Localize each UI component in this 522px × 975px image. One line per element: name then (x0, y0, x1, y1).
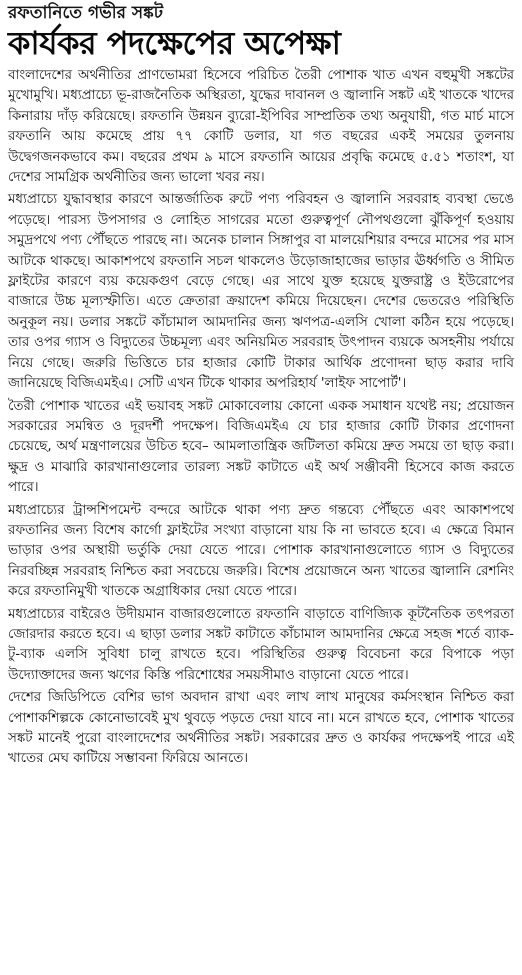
editorial-body (8, 66, 514, 770)
paragraph-3: তৈরী পোশাক খাতের এই ভয়াবহ সঙ্কট মোকাবেলায় কোনো একক সমাধান যথেষ্ট নয়; প্রয়োজন সরকারের সমন্বিত ও দূরদর্শী পদক্ষেপ। বিজিএমইএ যে চার হাজার কোটি টাকার প্রণোদনা চেয়েছে, অর্থ মন্ত্রণালয়ের উচিত হবে– আমলাতান্ত্রিক জটিলতা কমিয়ে দ্রুত সময়ে তা ছাড় করা। ক্ষুদ্র ও মাঝারি কারখানাগুলোর তারল্য সঙ্কট কাটাতে এই অর্থ সঞ্জীবনী হিসেবে কাজ করতে পারে। (8, 398, 514, 496)
paragraph-6: দেশের জিডিপিতে বেশির ভাগ অবদান রাখা এবং লাখ লাখ মানুষের কর্মসংস্থান নিশ্চিত করা পোশাকশিল্পকে কোনোভাবেই মুখ থুবড়ে পড়তে দেয়া যাবে না। মনে রাখতে হবে, পোশাক খাতের সঙ্কট মানেই পুরো বাংলাদেশের অর্থনীতির সঙ্কট। সরকারের দ্রুত ও কার্যকর পদক্ষেপই পারে এই খাতের মেঘ কাটিয়ে সম্ভাবনা ফিরিয়ে আনতে। (8, 690, 514, 767)
paragraph-2: মধ্যপ্রাচ্যে যুদ্ধাবস্থার কারণে আন্তর্জাতিক রুটে পণ্য পরিবহন ও জ্বালানি সরবরাহ ব্যবস্থা ভেঙে পড়েছে। পারস্য উপসাগর ও লোহিত সাগরের মতো গুরুত্বপূর্ণ নৌপথগুলো ঝুঁকিপূর্ণ হওয়ায় সমুদ্রপথে পণ্য পৌঁছতে পারছে না। অনেক চালান সিঙ্গাপুর বা মালয়েশিয়ার বন্দরে মাসের পর মাস আটকে থাকছে। আকাশপথে রফতানি সচল থাকলেও উড়োজাহাজের ভাড়ার ঊর্ধ্বগতি ও সীমিত ফ্লাইটের কারণে ব্যয় কয়েকগুণ বেড়ে গেছে। এর সাথে যুক্ত হয়েছে যুক্তরাষ্ট্র ও ইউরোপের বাজারে উচ্চ মূল্যস্ফীতি। এতে ক্রেতারা ক্রয়াদেশ কমিয়ে দিয়েছেন। দেশের ভেতরেও পরিস্থিতি অনুকূল নয়। ডলার সঙ্কটে কাঁচামাল আমদানির জন্য ঋণপত্র-এলসি খোলা কঠিন হয়ে পড়েছে। তার ওপর গ্যাস ও বিদ্যুতের উচ্চমূল্য এবং অনিয়মিত সরবরাহ উৎপাদন ব্যয়কে অসহনীয় পর্যায়ে নিয়ে গেছে। জরুরি ভিত্তিতে চার হাজার কোটি টাকার আর্থিক প্রণোদনা ছাড় করার দাবি জানিয়েছে বিজিএমইএ। সেটি এখন টিকে থাকার অপরিহার্য 'লাইফ সাপোর্ট'। (8, 192, 514, 392)
paragraph-4: মধ্যপ্রাচ্যের ট্রান্সশিপমেন্ট বন্দরে আটকে থাকা পণ্য দ্রুত গন্তব্যে পৌঁছতে এবং আকাশপথে রফতানির জন্য বিশেষ কার্গো ফ্লাইটের সংখ্যা বাড়ানো যায় কি না ভাবতে হবে। এ ক্ষেত্রে বিমান ভাড়ার ওপর অস্থায়ী ভর্তুকি দেয়া যেতে পারে। পোশাক কারখানাগুলোতে গ্যাস ও বিদ্যুতের নিরবচ্ছিন্ন সরবরাহ নিশ্চিত করা সবচেয়ে জরুরি। বিশেষ প্রয়োজনে অন্য খাতের জ্বালানি রেশনিং করে রফতানিমুখী খাতকে অগ্রাধিকার দেয়া যেতে পারে। (8, 502, 514, 600)
paragraph-5: মধ্যপ্রাচ্যের বাইরেও উদীয়মান বাজারগুলোতে রফতানি বাড়াতে বাণিজ্যিক কূটনৈতিক তৎপরতা জোরদার করতে হবে। এ ছাড়া ডলার সঙ্কট কাটাতে কাঁচামাল আমদানির ক্ষেত্রে সহজ শর্তে ব্যাক-টু-ব্যাক এলসি সুবিধা চালু রাখতে হবে। পরিস্থিতির গুরুত্ব বিবেচনা করে বিপাকে পড়া উদ্যোক্তাদের জন্য ঋণের কিস্তি পরিশোধের সময়সীমাও বাড়ানো যেতে পারে। (8, 606, 514, 683)
headline: কার্যকর পদক্ষেপের অপেক্ষা (8, 24, 341, 62)
paragraph-1: বাংলাদেশের অর্থনীতির প্রাণভোমরা হিসেবে পরিচিত তৈরী পোশাক খাত এখন বহুমুখী সঙ্কটের মুখোমুখি। মধ্যপ্রাচ্যে ভূ-রাজনৈতিক অস্থিরতা, যুদ্ধের দাবানল ও জ্বালানি সঙ্কট এই খাতকে খাদের কিনারায় দাঁড় করিয়েছে। রফতানি উন্নয়ন ব্যুরো-ইপিবির সাম্প্রতিক তথ্য অনুযায়ী, গত মার্চ মাসে রফতানি আয় কমেছে প্রায় ৭৭ কোটি ডলার, যা গত বছরের একই সময়ের তুলনায় উদ্বেগজনকভাবে কম। বছরের প্রথম ৯ মাসে রফতানি আয়ের প্রবৃদ্ধি কমেছে ৫.৫১ শতাংশ, যা দেশের সামগ্রিক অর্থনীতির জন্য ভালো খবর নয়। (8, 68, 514, 186)
kicker-title: রফতানিতে গভীর সঙ্কট (8, 3, 164, 23)
